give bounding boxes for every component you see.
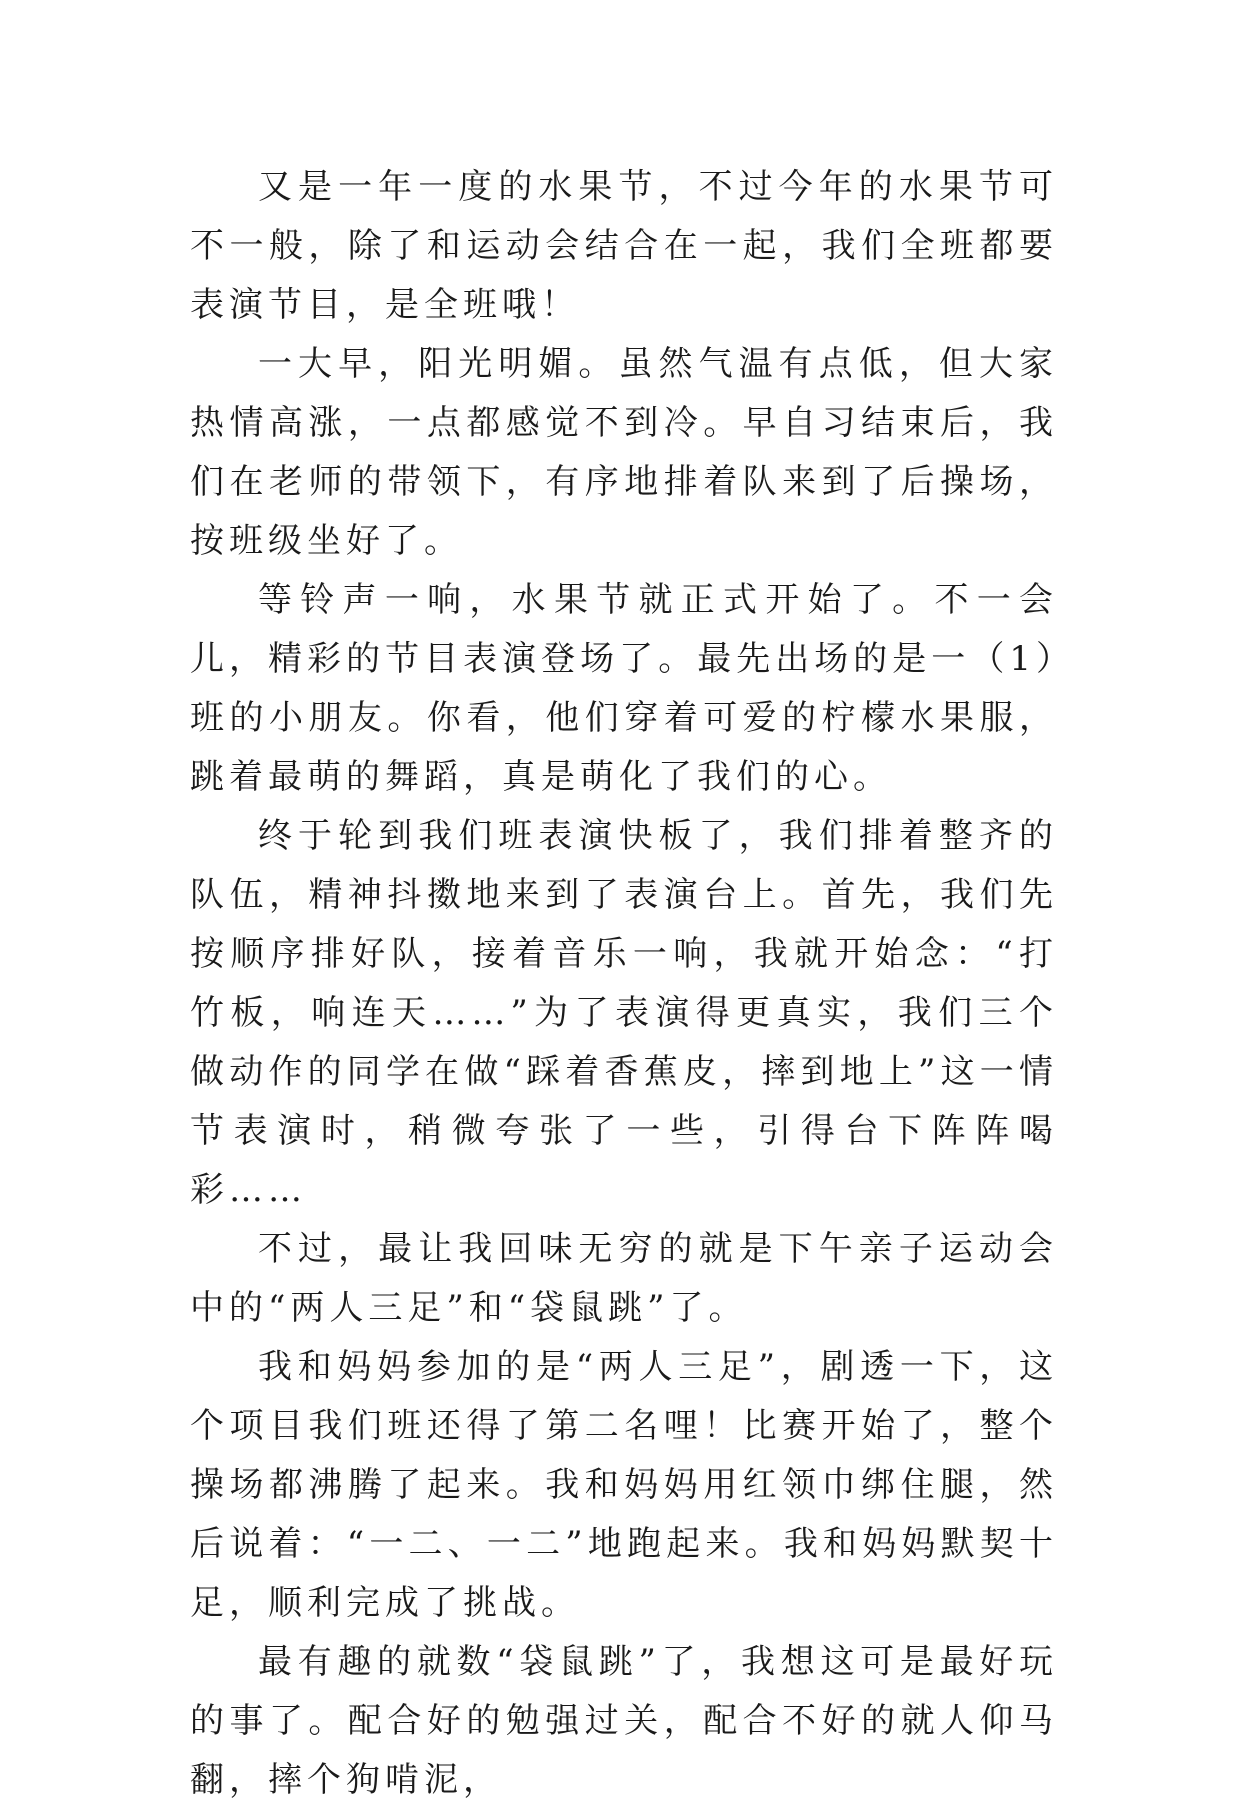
paragraph-2: 一大早，阳光明媚。虽然气温有点低，但大家热情高涨，一点都感觉不到冷。早自习结束后，我们在老师的带领下，有序地排着队来到了后操场，按班级坐好了。 (190, 344, 1058, 561)
paragraph-7: 最有趣的就数“袋鼠跳”了，我想这可是最好玩的事了。配合好的勉强过关，配合不好的就人仰马翻，摔个狗啃泥， (190, 1642, 1058, 1800)
essay-body (190, 158, 1058, 1810)
paragraph-1: 又是一年一度的水果节，不过今年的水果节可不一般，除了和运动会结合在一起，我们全班都要表演节目，是全班哦！ (190, 167, 1058, 325)
paragraph-6: 我和妈妈参加的是“两人三足”，剧透一下，这个项目我们班还得了第二名哩！比赛开始了，整个操场都沸腾了起来。我和妈妈用红领巾绑住腿，然后说着：“一二、一二”地跑起来。我和妈妈默契十足，顺利完成了挑战。 (190, 1347, 1058, 1623)
paragraph-3: 等铃声一响，水果节就正式开始了。不一会儿，精彩的节目表演登场了。最先出场的是一（1）班的小朋友。你看，他们穿着可爱的柠檬水果服，跳着最萌的舞蹈，真是萌化了我们的心。 (190, 580, 1058, 797)
paragraph-4: 终于轮到我们班表演快板了，我们排着整齐的队伍，精神抖擞地来到了表演台上。首先，我们先按顺序排好队，接着音乐一响，我就开始念：“打竹板，响连天……”为了表演得更真实，我们三个做动作的同学在做“踩着香蕉皮，摔到地上”这一情节表演时，稍微夸张了一些，引得台下阵阵喝彩…… (190, 816, 1058, 1210)
paragraph-5: 不过，最让我回味无穷的就是下午亲子运动会中的“两人三足”和“袋鼠跳”了。 (190, 1229, 1058, 1328)
